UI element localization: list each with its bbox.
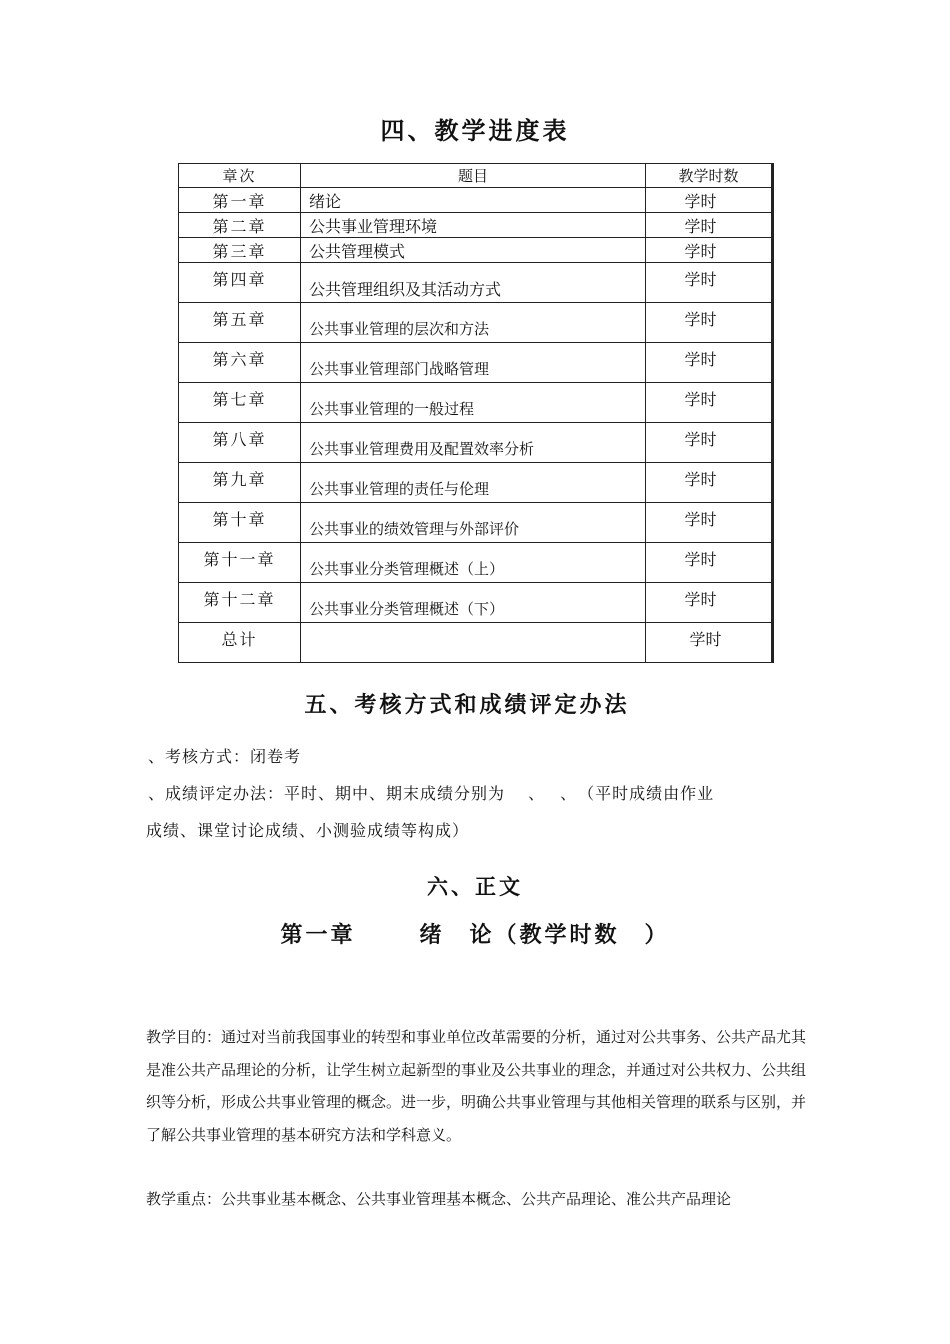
table-row	[179, 543, 773, 583]
topic-cell: 公共事业管理部门战略管理	[301, 343, 646, 383]
chapter-cell: 第九章	[179, 463, 301, 503]
hours-cell: 学时	[646, 303, 773, 343]
topic-cell: 公共事业分类管理概述（下）	[301, 583, 646, 623]
hours-cell: 学时	[646, 583, 773, 623]
hours-cell: 学时	[646, 238, 773, 263]
grading-method-line-cont: 成绩、课堂讨论成绩、小测验成绩等构成）	[146, 821, 470, 840]
topic-cell: 公共事业管理的层次和方法	[301, 303, 646, 343]
table-row	[179, 343, 773, 383]
section-5-title: 五、考核方式和成绩评定办法	[304, 692, 630, 718]
chapter-1-heading	[0, 918, 950, 949]
hours-cell: 学时	[646, 343, 773, 383]
table-total-row	[179, 623, 773, 663]
table-header-row	[179, 164, 773, 188]
hours-cell: 学时	[646, 423, 773, 463]
topic-cell: 公共事业分类管理概述（上）	[301, 543, 646, 583]
topic-cell: 公共事业管理的责任与伦理	[301, 463, 646, 503]
hours-cell: 学时	[646, 543, 773, 583]
hours-cell: 学时	[646, 623, 773, 663]
chapter-cell: 第八章	[179, 423, 301, 463]
header-topic: 题目	[301, 164, 646, 188]
table-row	[179, 503, 773, 543]
chapter-cell: 第六章	[179, 343, 301, 383]
section-6-title: 六、正文	[427, 874, 523, 899]
hours-cell: 学时	[646, 213, 773, 238]
chapter-cell: 第十章	[179, 503, 301, 543]
hours-cell: 学时	[646, 463, 773, 503]
topic-cell: 公共事业管理的一般过程	[301, 383, 646, 423]
teaching-goal-paragraph: 教学目的：通过对当前我国事业的转型和事业单位改革需要的分析，通过对公共事务、公共产品尤其是准公共产品理论的分析，让学生树立起新型的事业及公共事业的理念，并通过对公共权力、公共组织等分析，形成公共事业管理的概念。进一步，明确公共事业管理与其他相关管理的联系与区别，并了解公共事业管理的基本研究方法和学科意义。	[146, 1028, 807, 1144]
chapter-cell: 第七章	[179, 383, 301, 423]
chapter-1-name: 绪 论	[419, 922, 495, 948]
chapter-1-hours-note: （教学时数 ）	[494, 922, 670, 948]
table-row	[179, 583, 773, 623]
header-chapter: 章次	[179, 164, 301, 188]
chapter-cell: 第四章	[179, 263, 301, 303]
topic-cell: 公共事业的绩效管理与外部评价	[301, 503, 646, 543]
chapter-cell: 第十二章	[179, 583, 301, 623]
topic-cell	[301, 623, 646, 663]
table-row	[179, 303, 773, 343]
topic-cell: 公共事业管理费用及配置效率分析	[301, 423, 646, 463]
chapter-cell: 第五章	[179, 303, 301, 343]
topic-cell: 公共事业管理环境	[301, 213, 646, 238]
table-row	[179, 213, 773, 238]
hours-cell: 学时	[646, 188, 773, 213]
topic-cell: 公共管理组织及其活动方式	[301, 263, 646, 303]
chapter-cell: 第二章	[179, 213, 301, 238]
assessment-method-line: 、考核方式：闭卷考	[148, 747, 302, 766]
chapter-cell: 总计	[179, 623, 301, 663]
table-row	[179, 188, 773, 213]
chapter-cell: 第十一章	[179, 543, 301, 583]
table-row	[179, 383, 773, 423]
table-row	[179, 423, 773, 463]
table-row	[179, 263, 773, 303]
section-4-title: 四、教学进度表	[380, 116, 570, 145]
hours-cell: 学时	[646, 263, 773, 303]
header-hours: 教学时数	[646, 164, 773, 188]
topic-cell: 绪论	[301, 188, 646, 213]
hours-cell: 学时	[646, 503, 773, 543]
teaching-key-points-paragraph: 教学重点：公共事业基本概念、公共事业管理基本概念、公共产品理论、准公共产品理论	[146, 1190, 732, 1208]
table-row	[179, 463, 773, 503]
teaching-schedule-table	[178, 163, 774, 663]
hours-cell: 学时	[646, 383, 773, 423]
chapter-cell: 第一章	[179, 188, 301, 213]
topic-cell: 公共管理模式	[301, 238, 646, 263]
table-row	[179, 238, 773, 263]
grading-method-line: 、成绩评定办法：平时、期中、期末成绩分别为 、 、 （平时成绩由作业	[148, 784, 715, 803]
chapter-1-label: 第一章	[280, 922, 356, 948]
chapter-cell: 第三章	[179, 238, 301, 263]
